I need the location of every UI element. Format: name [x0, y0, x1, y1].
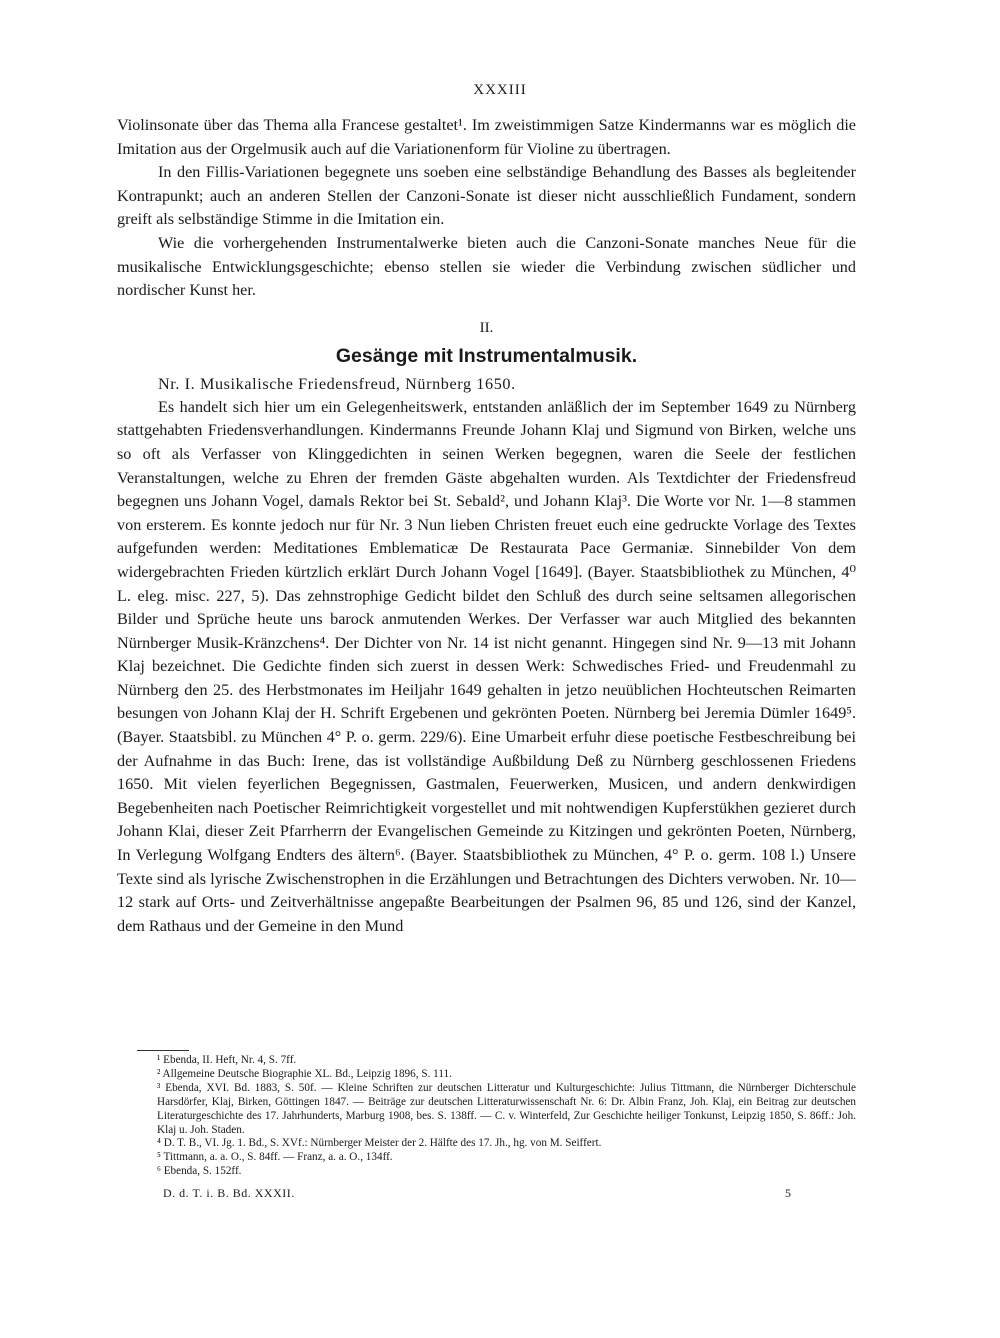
- footnote: ⁵ Tittmann, a. a. O., S. 84ff. — Franz, a. a. O., 134ff.: [157, 1151, 393, 1164]
- footnote-divider: [137, 1050, 189, 1051]
- footnote: ³ Ebenda, XVI. Bd. 1883, S. 50f. — Kleine Schriften zur deutschen Litteratur und Kulturgeschichte: Julius Tittmann, die Nürnberger Dichterschule Harsdörfer, Klaj, Birken, Göttingen 1847. — Beiträge zur deutschen Litteraturwissenschaft Nr. 6: Dr. Albin Franz, Joh. Klaj, ein Beitrag zur deutschen Literaturgeschichte des 17. Jahrhunderts, Marburg 1908, bes. S. 138ff. — C. v. Winterfeld, Zur Geschichte heiliger Tonkunst, Leipzig 1850, S. 86ff.: Joh. Klaj u. Joh. Staden.: [157, 1081, 856, 1136]
- section-number: II.: [479, 319, 494, 336]
- paragraph: Wie die vorhergehenden Instrumentalwerke bieten auch die Canzoni-Sonate manches Neue für die musikalische Entwicklungsgeschichte; ebenso stellen sie wieder die Verbindung zwischen südlicher und nordischer Kunst her.: [117, 233, 856, 300]
- footnote: ⁴ D. T. B., VI. Jg. 1. Bd., S. XVf.: Nürnberger Meister der 2. Hälfte des 17. Jh., hg. von M. Seiffert.: [157, 1137, 602, 1150]
- footnote: ² Allgemeine Deutsche Biographie XL. Bd., Leipzig 1896, S. 111.: [157, 1067, 452, 1080]
- section-title: Gesänge mit Instrumentalmusik.: [335, 344, 638, 367]
- page-number-header: XXXIII: [473, 82, 527, 98]
- footnote: ¹ Ebenda, II. Heft, Nr. 4, S. 7ff.: [157, 1054, 297, 1066]
- paragraph: In den Fillis-Variationen begegnete uns soeben eine selbständige Behandlung des Basses als begleitender Kontrapunkt; auch an anderen Stellen der Canzoni-Sonate ist dieser nicht ausschließlich Fundament, sondern greift als selbständige Stimme in die Imitation ein.: [117, 163, 856, 229]
- footnotes: [117, 1050, 856, 1179]
- footnote: ⁶ Ebenda, S. 152ff.: [157, 1165, 242, 1178]
- paragraph: Violinsonate über das Thema alla Francese gestaltet¹. Im zweistimmigen Satze Kindermanns war es möglich die Imitation aus der Orgelmusik auch auf die Variationenform für Violine zu übertragen.: [117, 116, 856, 158]
- main-text: [117, 114, 856, 938]
- sheet-number: 5: [785, 1186, 791, 1200]
- section-subheading: Nr. I. Musikalische Friedensfreud, Nürnberg 1650.: [158, 374, 516, 393]
- paragraph: Es handelt sich hier um ein Gelegenheitswerk, entstanden anläßlich der im September 1649 zu Nürnberg stattgehabten Friedensverhandlungen. Kindermanns Freunde Johann Klaj und Sigmund von Birken, welche uns so oft als Verfasser von Klinggedichten in seinen Werken begegnen, waren die Seele der festlichen Veranstaltungen, welche zu Ehren der fremden Gäste abgehalten wurden. Als Textdichter der Friedensfreud begegnen uns Johann Vogel, damals Rektor bei St. Sebald², und Johann Klaj³. Die Worte vor Nr. 1—8 stammen von ersterem. Es konnte jedoch nur für Nr. 3 Nun lieben Christen freuet euch eine gedruckte Vorlage des Textes aufgefunden werden: Meditationes Emblematicæ De Restaurata Pace Germaniæ. Sinnebilder Von dem widergebrachten Frieden kürtzlich erklärt Durch Johann Vogel [1649]. (Bayer. Staatsbibliothek zu München, 4⁰ L. eleg. misc. 227, 5). Das zehnstrophige Gedicht bildet den Schluß des durch seine seltsamen allegorischen Bilder und Sprüche heute uns barock anmutenden Werkes. Der Verfasser war auch Mitglied des bekannten Nürnberger Musik-Kränzchens⁴. Der Dichter von Nr. 14 ist nicht genannt. Hingegen sind Nr. 9—13 mit Johann Klaj bezeichnet. Die Gedichte finden sich zuerst in dessen Werk: Schwedisches Fried- und Freudenmahl zu Nürnberg den 25. des Herbstmonates im Heiljahr 1649 gehalten in jetzo neuüblichen Hochteutschen Reimarten besungen von Johann Klaj der H. Schrift Ergebenen und gekrönten Poeten. Nürnberg bei Jeremia Dümler 1649⁵. (Bayer. Staatsbibl. zu München 4° P. o. germ. 229/6). Eine Umarbeit erfuhr diese poetische Festbeschreibung bei der Aufnahme in das Buch: Irene, das ist vollständige Außbildung Deß zu Nürnberg geschlossenen Friedens 1650. Mit vielen feyerlichen Begegnissen, Gastmalen, Feuerwerken, Musicen, und andern denkwirdigen Begebenheiten nach Poetischer Reimrichtigkeit vorgestellet und mit nohtwendigen Kupferstükhen gezieret durch Johann Klai, dieser Zeit Pfarrherrn der Evangelischen Gemeinde zu Kitzingen und gekrönten Poeten, Nürnberg, In Verlegung Wolfgang Endters des ältern⁶. (Bayer. Staatsbibliothek zu München, 4° P. o. germ. 108 l.) Unsere Texte sind als lyrische Zwischenstrophen in die Erzählungen und Betrachtungen des Dichters verwoben. Nr. 10—12 stark auf Orts- und Zeitverhältnisse angepaßte Bearbeitungen der Psalmen 96, 85 und 126, sind der Kanzel, dem Rathaus und der Gemeine in den Mund: [117, 397, 856, 935]
- volume-signature: D. d. T. i. B. Bd. XXXII.: [163, 1186, 295, 1200]
